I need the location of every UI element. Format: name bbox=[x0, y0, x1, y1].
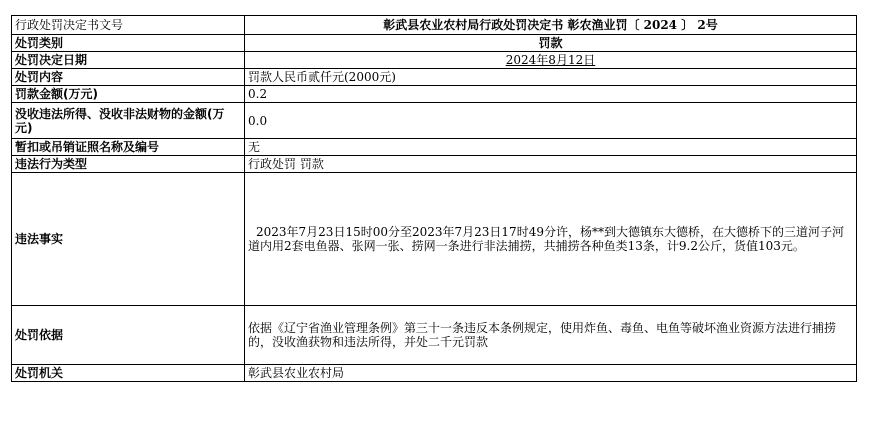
row-content bbox=[12, 69, 857, 86]
content-label: 处罚内容 bbox=[12, 69, 245, 86]
basis-value: 依据《辽宁省渔业管理条例》第三十一条违反本条例规定，使用炸鱼、毒鱼、电鱼等破坏渔业资源方法进行捕捞的，没收渔获物和违法所得，并处二千元罚款 bbox=[245, 306, 857, 365]
fine-amount-value: 0.2 bbox=[245, 86, 857, 103]
penalty-decision-table bbox=[11, 15, 857, 382]
row-violation-type bbox=[12, 156, 857, 173]
decision-date-value: 2024年8月12日 bbox=[505, 53, 596, 67]
row-license bbox=[12, 139, 857, 156]
row-authority bbox=[12, 365, 857, 382]
row-facts bbox=[12, 173, 857, 306]
row-basis bbox=[12, 306, 857, 365]
category-label: 处罚类别 bbox=[12, 35, 245, 52]
violation-type-value: 行政处罚 罚款 bbox=[245, 156, 857, 173]
authority-label: 处罚机关 bbox=[12, 365, 245, 382]
confiscation-value: 0.0 bbox=[245, 103, 857, 139]
license-label: 暂扣或吊销证照名称及编号 bbox=[12, 139, 245, 156]
facts-value: 2023年7月23日15时00分至2023年7月23日17时49分许，杨**到大德镇东大德桥，在大德桥下的三道河子河道内用2套电鱼器、张网一张、捞网一条进行非法捕捞，共捕捞各种鱼类13条，计9.2公斤，货值103元。 bbox=[248, 225, 844, 253]
content-value: 罚款人民币贰仟元(2000元) bbox=[245, 69, 857, 86]
violation-type-label: 违法行为类型 bbox=[12, 156, 245, 173]
confiscation-label: 没收违法所得、没收非法财物的金额(万元) bbox=[12, 103, 245, 139]
row-category bbox=[12, 35, 857, 52]
row-confiscation bbox=[12, 103, 857, 139]
doc-number-label: 行政处罚决定书文号 bbox=[12, 16, 245, 35]
decision-date-label: 处罚决定日期 bbox=[12, 52, 245, 69]
fine-amount-label: 罚款金额(万元) bbox=[12, 86, 245, 103]
basis-label: 处罚依据 bbox=[12, 306, 245, 365]
row-doc-number bbox=[12, 16, 857, 35]
row-decision-date bbox=[12, 52, 857, 69]
facts-label: 违法事实 bbox=[12, 173, 245, 306]
category-value: 罚款 bbox=[245, 35, 857, 52]
row-fine-amount bbox=[12, 86, 857, 103]
doc-number-value: 彰武县农业农村局行政处罚决定书 彰农渔业罚〔 2024 〕 2号 bbox=[245, 16, 857, 35]
license-value: 无 bbox=[245, 139, 857, 156]
authority-value: 彰武县农业农村局 bbox=[245, 365, 857, 382]
